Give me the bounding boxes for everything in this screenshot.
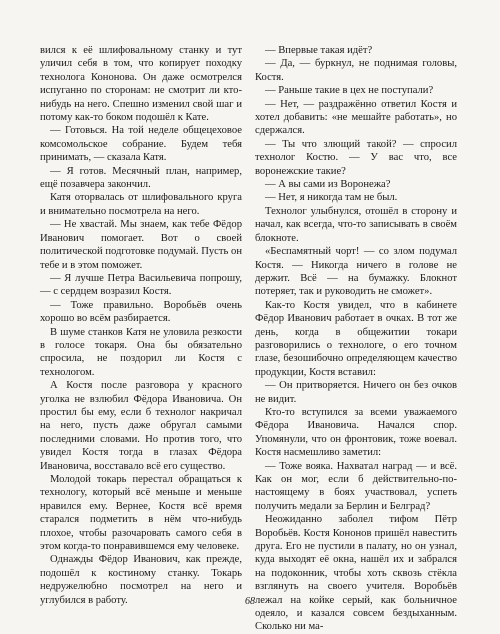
paragraph: Как-то Костя увидел, что в кабинете Фёдор Иванович работает в очках. В тот же день, когда в общежитии токари разговорились о технологе, о его точном глазе, безошибочно определяющем качество продукции, Костя вставил: (255, 299, 457, 378)
paragraph: — Да, — буркнул, не поднимая головы, Костя. (255, 58, 457, 83)
paragraph: «Беспамятный чорт! — со злом подумал Костя. — Никогда ничего в голове не держит. Всё — на бумажку. Блокнот потеряет, так и руководить не сможет». (255, 246, 457, 298)
paragraph: — Я готов. Месячный план, например, ещё позавчера закончил. (40, 165, 242, 191)
paragraph: Технолог улыбнулся, отошёл в сторону и начал, как всегда, что-то записывать в своём блокноте. (255, 205, 457, 244)
left-text-column (40, 44, 242, 607)
right-text-column (255, 44, 457, 634)
paragraph: вился к её шлифовальному станку и тут уличил себя в том, что копирует походку технолога Кононова. Он даже осмотрелся испуганно по сторонам: не смотрит ли кто-нибудь на него. Спешно изменил свой шаг и потому как-то боком подошёл к Кате. (40, 45, 242, 124)
paragraph: Катя оторвалась от шлифовального круга и внимательно посмотрела на него. (40, 192, 242, 217)
paragraph: Кто-то вступился за всеми уважаемого Фёдора Ивановича. Начался спор. Упомянули, что он фронтовик, тоже воевал. Костя насмешливо заметил: (255, 406, 457, 459)
paragraph: — Я лучше Петра Васильевича попрошу, — с сердцем возразил Костя. (40, 272, 242, 298)
paragraph: А Костя после разговора у красного уголка не взлюбил Фёдора Ивановича. Он простил бы ему, если б технолог накричал на него, пусть даже обругал самыми последними словами. Но против того, что увидел Костя тогда в глазах Фёдора Ивановича, восставало всё его существо. (40, 380, 242, 472)
paragraph: — Нет, я никогда там не был. (265, 192, 398, 204)
paragraph: — Тоже вояка. Нахватал наград — и всё. Как он мог, если б действительно-по-настоящему в боях участвовал, успеть получить медали за Берлин и Белград? (255, 460, 457, 512)
paragraph: Неожиданно заболел тифом Пётр Воробьёв. Костя Кононов пришёл навестить друга. Его не пустили в палату, но он узнал, куда выходят её окна, нашёл их и забрался на подоконник, чтобы хоть сквозь стёкла взглянуть на своего учителя. Воробьёв лежал на койке серый, как больничное одеяло, и казался совсем бездыханным. Сколько ни ма- (255, 514, 457, 633)
paragraph: — Раньше такие в цех не поступали? (265, 85, 434, 97)
paragraph: — Не хвастай. Мы знаем, как тебе Фёдор Иванович помогает. Вот о своей политической подготовке подумай. Пусть он тебе и в этом поможет. (40, 219, 242, 271)
paragraph: — А вы сами из Воронежа? (265, 179, 391, 191)
paragraph: Молодой токарь перестал обращаться к технологу, который всё меньше и меньше нравился ему. Вернее, Костя всё время старался подметить в нём что-нибудь плохое, чтобы разочаровать самого себя в этом когда-то понравившемся ему человеке. (40, 474, 242, 553)
paragraph: — Нет, — раздражённо ответил Костя и хотел добавить: «не мешайте работать», но сдержался. (255, 98, 457, 137)
paragraph: Однажды Фёдор Иванович, как прежде, подошёл к костиному станку. Токарь недружелюбно посмотрел на него и углубился в работу. (40, 554, 242, 606)
page-number: 68 (245, 596, 255, 607)
paragraph: — Готовься. На той неделе общецеховое комсомольское собрание. Будем тебя принимать, — сказала Катя. (40, 125, 242, 164)
paragraph: — Он притворяется. Ничего он без очков не видит. (255, 380, 457, 405)
paragraph: — Впервые такая идёт? (265, 45, 373, 56)
paragraph: — Ты что злющий такой? — спросил технолог Костю. — У вас что, все воронежские такие? (255, 138, 457, 177)
paragraph: В шуме станков Катя не уловила резкости в голосе токаря. Она бы обязательно спросила, не поздорил ли Костя с технологом. (40, 326, 242, 378)
paragraph: — Тоже правильно. Воробьёв очень хорошо во всём разбирается. (40, 299, 242, 325)
